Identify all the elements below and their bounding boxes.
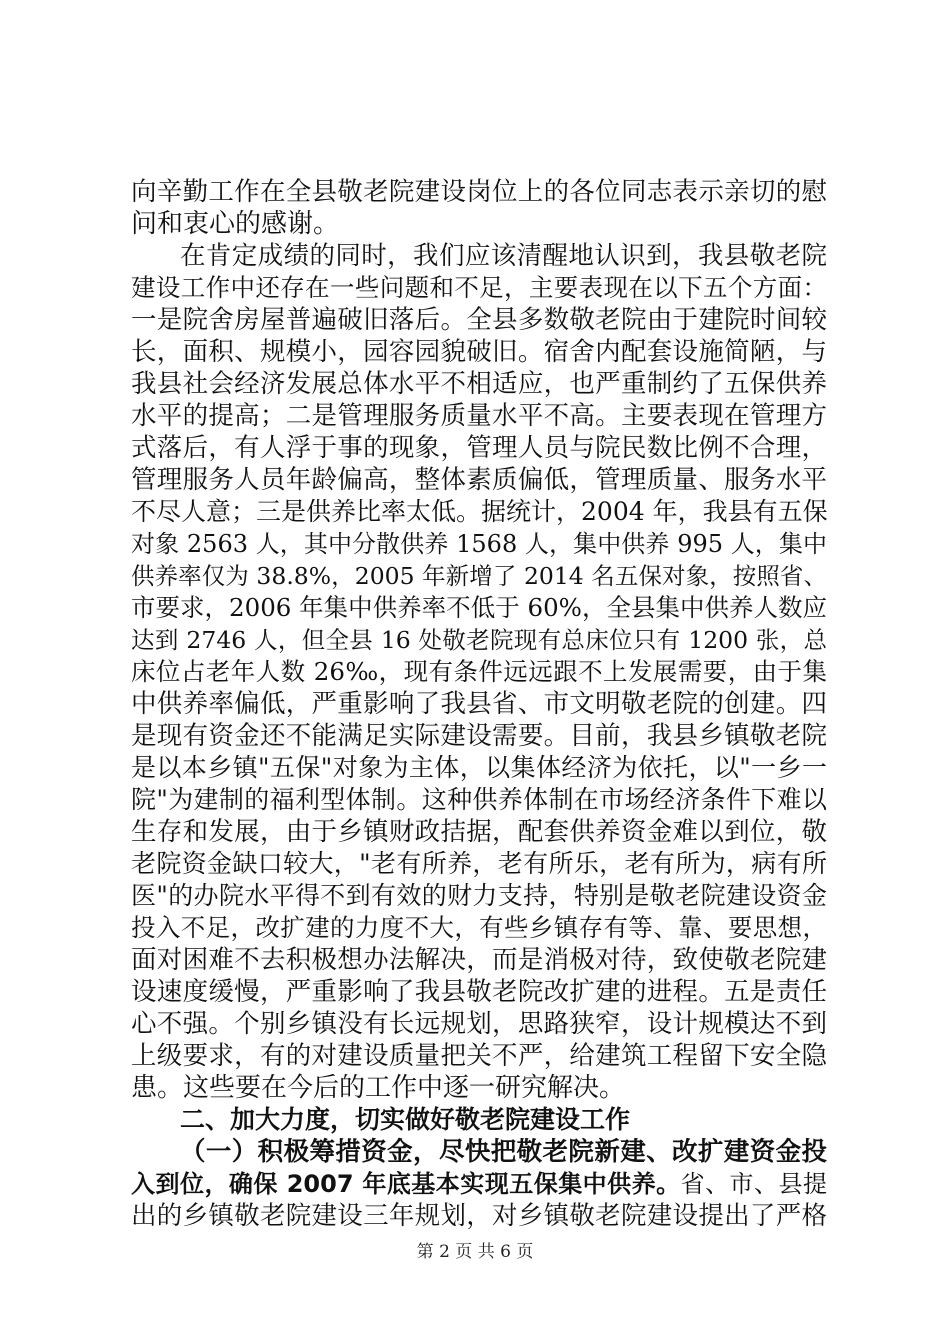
body-line: 是现有资金还不能满足实际建设需要。目前，我县乡镇敬老院 — [131, 721, 827, 751]
body-line: 水平的提高；二是管理服务质量水平不高。主要表现在管理方 — [131, 401, 827, 431]
body-line: 上级要求，有的对建设质量把关不严，给建筑工程留下安全隐 — [131, 1041, 827, 1071]
body-line: 在肯定成绩的同时，我们应该清醒地认识到，我县敬老院 — [180, 241, 827, 271]
body-line: 院"为建制的福利型体制。这种供养体制在市场经济条件下难以 — [131, 785, 827, 814]
body-line: 心不强。个别乡镇没有长远规划，思路狭窄，设计规模达不到 — [131, 1009, 827, 1039]
subsection-heading: （一）积极筹措资金，尽快把敬老院新建、改扩建资金投 — [180, 1137, 827, 1167]
body-line: 是以本乡镇"五保"对象为主体，以集体经济为依托，以"一乡一 — [131, 753, 827, 782]
body-line: 问和衷心的感谢。 — [131, 209, 340, 239]
body-run: 省、市、县提 — [680, 1170, 827, 1198]
body-line: 老院资金缺口较大，"老有所养，老有所乐，老有所为，病有所 — [131, 849, 827, 878]
body-line: 出的乡镇敬老院建设三年规划，对乡镇敬老院建设提出了严格 — [131, 1201, 827, 1231]
body-line: 我县社会经济发展总体水平不相适应，也严重制约了五保供养 — [131, 369, 827, 399]
body-line: 投入不足，改扩建的力度不大，有些乡镇存有等、靠、要思想， — [131, 913, 827, 942]
body-line: 一是院舍房屋普遍破旧落后。全县多数敬老院由于建院时间较 — [131, 305, 827, 335]
body-line: 中供养率偏低，严重影响了我县省、市文明敬老院的创建。四 — [131, 689, 827, 719]
body-line: 面对困难不去积极想办法解决，而是消极对待，致使敬老院建 — [131, 945, 827, 975]
body-line: 式落后，有人浮于事的现象，管理人员与院民数比例不合理， — [131, 433, 827, 463]
page-footer: 第 2 页 共 6 页 — [416, 1242, 534, 1262]
body-line: 供养率仅为 38.8%，2005 年新增了 2014 名五保对象，按照省、 — [131, 562, 827, 590]
subsection-heading-bold-run: 入到位，确保 2007 年底基本实现五保集中供养。 — [131, 1170, 681, 1198]
body-line: 医"的办院水平得不到有效的财力支持，特别是敬老院建设资金 — [131, 881, 827, 910]
body-line: 向辛勤工作在全县敬老院建设岗位上的各位同志表示亲切的慰 — [131, 177, 827, 207]
body-line: 床位占老年人数 26‰，现有条件远远跟不上发展需要，由于集 — [131, 657, 827, 686]
body-line: 对象 2563 人，其中分散供养 1568 人，集中供养 995 人，集中 — [131, 530, 827, 558]
body-line: 建设工作中还存在一些问题和不足，主要表现在以下五个方面： — [131, 273, 827, 302]
subsection-heading-continued — [131, 1168, 827, 1200]
section-heading: 二、加大力度，切实做好敬老院建设工作 — [180, 1105, 631, 1134]
body-line: 生存和发展，由于乡镇财政拮据，配套供养资金难以到位，敬 — [131, 817, 827, 847]
body-line: 市要求，2006 年集中供养率不低于 60%，全县集中供养人数应 — [131, 593, 827, 622]
body-line: 管理服务人员年龄偏高，整体素质偏低，管理质量、服务水平 — [131, 465, 827, 495]
body-line: 达到 2746 人，但全县 16 处敬老院现有总床位只有 1200 张，总 — [131, 626, 827, 654]
body-line: 患。这些要在今后的工作中逐一研究解决。 — [131, 1073, 626, 1103]
body-line: 长，面积、规模小，园容园貌破旧。宿舍内配套设施简陋，与 — [131, 337, 827, 367]
body-line: 设速度缓慢，严重影响了我县敬老院改扩建的进程。五是责任 — [131, 977, 827, 1007]
body-line: 不尽人意；三是供养比率太低。据统计，2004 年，我县有五保 — [131, 497, 828, 526]
